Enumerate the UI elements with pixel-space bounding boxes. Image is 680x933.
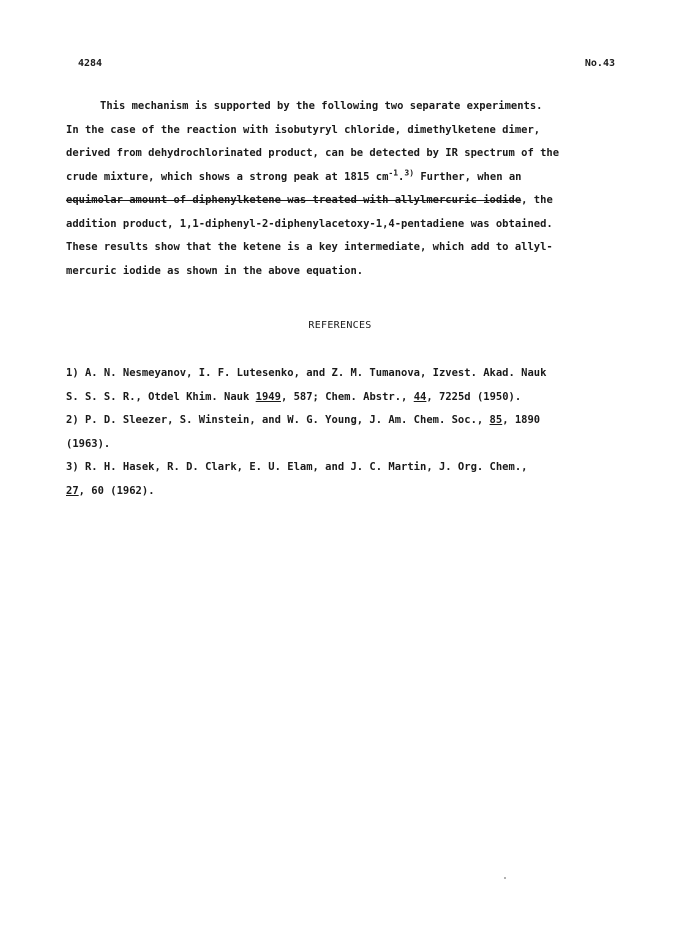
reference-volume: 27 — [66, 484, 79, 497]
reference-volume: 44 — [413, 390, 427, 403]
reference-volume: 85 — [489, 414, 503, 426]
body-text-segment: . — [398, 170, 405, 183]
reference-year: 1949 — [255, 390, 281, 403]
reference-segment: , 60 (1962). — [78, 484, 155, 497]
citation-superscript: 3) — [404, 168, 415, 177]
body-text-segment: crude mixture, which shows a strong peak at 1815 cm — [66, 170, 389, 183]
reference-line: (1963). — [66, 437, 111, 450]
scan-speck — [504, 877, 506, 879]
body-line: In the case of the reaction with isobutyryl chloride, dimethylketene dimer, — [66, 123, 541, 136]
issue-number: No.43 — [584, 58, 615, 69]
body-line: derived from dehydrochlorinated product, can be detected by IR spectrum of the — [66, 147, 560, 159]
page-number: 4284 — [78, 58, 103, 69]
reference-line: 3) R. H. Hasek, R. D. Clark, E. U. Elam, and J. C. Martin, J. Org. Chem., — [66, 461, 528, 473]
references-list — [66, 362, 626, 503]
reference-line — [66, 480, 626, 504]
body-line — [66, 189, 606, 213]
reference-line: 1) A. N. Nesmeyanov, I. F. Lutesenko, and Z. M. Tumanova, Izvest. Akad. Nauk — [66, 367, 547, 379]
references-heading: REFERENCES — [308, 320, 372, 331]
reference-segment: , 7225d (1950). — [426, 390, 522, 403]
reference-line — [66, 386, 626, 410]
body-paragraph — [66, 95, 606, 283]
reference-segment: S. S. S. R., Otdel Khim. Nauk — [66, 390, 256, 403]
body-line: addition product, 1,1-diphenyl-2-diphenylacetoxy-1,4-pentadiene was obtained. — [66, 217, 553, 230]
reference-segment: 2) P. D. Sleezer, S. Winstein, and W. G. Young, J. Am. Chem. Soc., — [66, 414, 490, 426]
reference-segment: , 1890 — [502, 414, 541, 426]
body-text-segment: Further, when an — [414, 170, 522, 183]
body-line: These results show that the ketene is a key intermediate, which add to allyl- — [66, 241, 553, 253]
struck-text-segment: equimolar amount of diphenylketene was treated with allylmercuric iodide — [66, 194, 522, 206]
reference-line — [66, 409, 626, 433]
body-text-segment: , the — [521, 194, 553, 206]
body-line: mercuric iodide as shown in the above equation. — [66, 264, 364, 277]
superscript-exponent: -1 — [388, 168, 399, 177]
body-line: This mechanism is supported by the following two separate experiments. — [100, 100, 543, 112]
body-line — [66, 166, 606, 190]
reference-segment: , 587; Chem. Abstr., — [280, 390, 414, 403]
